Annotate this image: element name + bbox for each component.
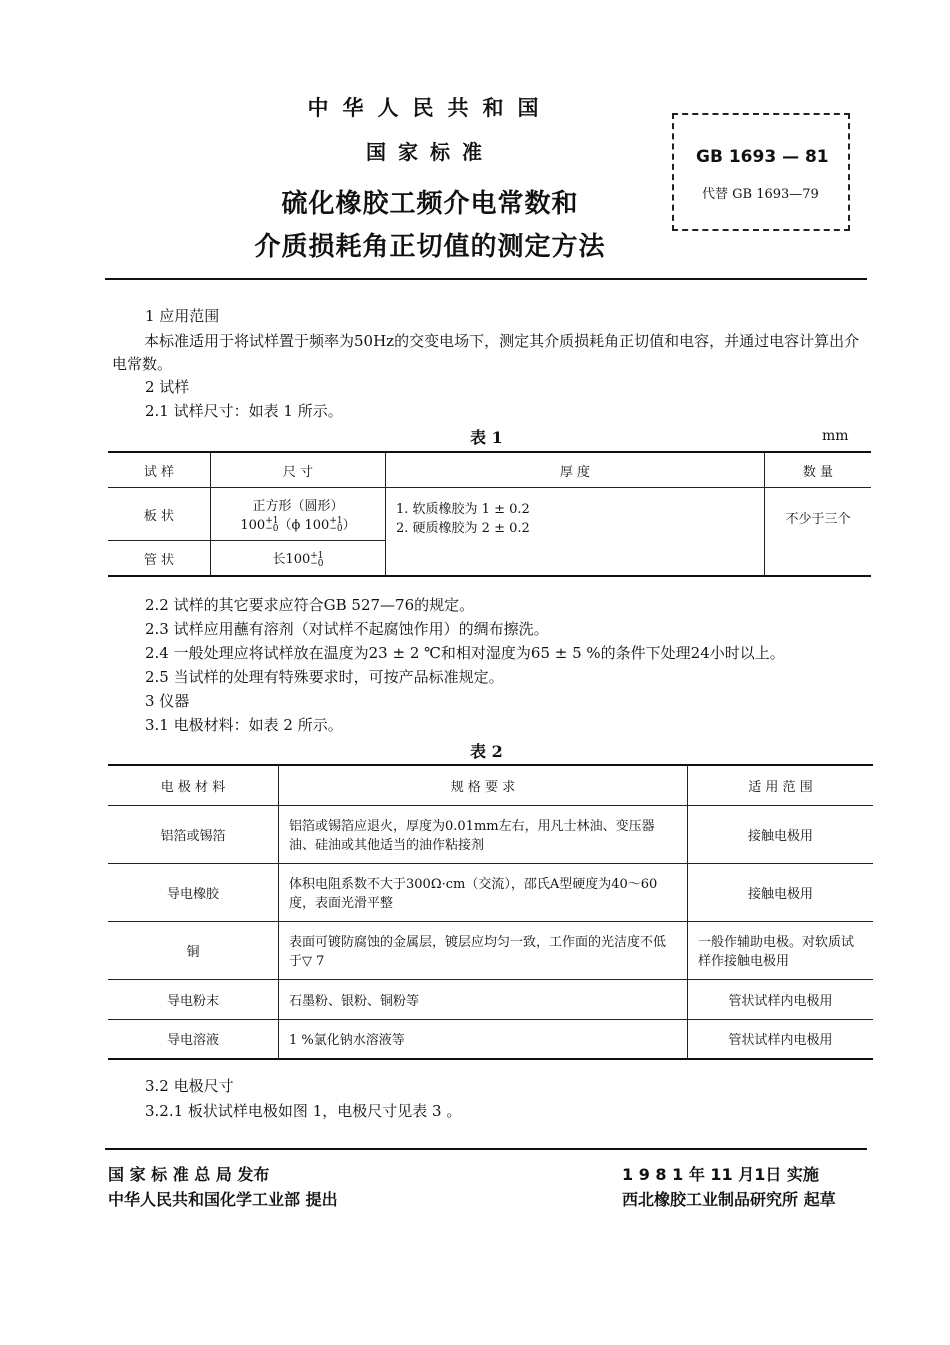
- table-1: [108, 451, 871, 577]
- table-cell: 1 %氯化钠水溶液等: [279, 1019, 688, 1059]
- table-cell: 铝箔或锡箔应退火，厚度为0.01mm左右，用凡士林油、变压器油、硅油或其他适当的油作粘接剂: [279, 805, 688, 863]
- section-3-2-1: 3.2.1 板状试样电极如图 1，电极尺寸见表 3 。: [145, 1102, 462, 1120]
- size-end: ）: [342, 517, 356, 533]
- table-header-cell: 试 样: [108, 452, 211, 488]
- table-cell: 一般作辅助电极。对软质试样作接触电极用: [688, 921, 874, 979]
- publisher: 国 家 标 准 总 局 发布: [108, 1165, 270, 1184]
- section-2-3: 2.3 试样应用蘸有溶剂（对试样不起腐蚀作用）的绸布擦洗。: [145, 620, 549, 638]
- table-row: [108, 765, 873, 805]
- drafter: 西北橡胶工业制品研究所 起草: [622, 1190, 836, 1209]
- size-mid: （ϕ 100: [278, 517, 330, 533]
- tolerance: [265, 517, 278, 533]
- table-cell: [211, 541, 386, 577]
- table-header-cell: 电 极 材 料: [108, 765, 279, 805]
- table-header-cell: 数 量: [765, 452, 872, 488]
- section-2-5: 2.5 当试样的处理有特殊要求时，可按产品标准规定。: [145, 668, 504, 686]
- table-header-cell: 适 用 范 围: [688, 765, 874, 805]
- country-title: 中华人民共和国: [307, 96, 553, 120]
- standard-code: GB 1693 — 81: [696, 147, 829, 167]
- quantity-cell: 不少于三个: [765, 488, 872, 577]
- tol-minus: −0: [265, 524, 279, 535]
- section-1-heading: 1 应用范围: [145, 307, 220, 325]
- thickness-hard: 2. 硬质橡胶为 2 ± 0.2: [396, 521, 530, 536]
- table-cell: 石墨粉、银粉、铜粉等: [279, 979, 688, 1019]
- table-row: [108, 488, 871, 541]
- table-cell: 管状试样内电极用: [688, 979, 874, 1019]
- document-title-line2: 介质损耗角正切值的测定方法: [254, 232, 606, 262]
- proposer: 中华人民共和国化学工业部 提出: [108, 1190, 338, 1209]
- tol-plus: +1: [310, 550, 324, 561]
- thickness-soft: 1. 软质橡胶为 1 ± 0.2: [396, 502, 530, 517]
- table-2-caption: 表 2: [470, 742, 503, 761]
- table-cell: 导电溶液: [108, 1019, 279, 1059]
- section-2-2: 2.2 试样的其它要求应符合GB 527—76的规定。: [145, 596, 475, 614]
- section-2-heading: 2 试样: [145, 378, 190, 396]
- section-2-1: 2.1 试样尺寸：如表 1 所示。: [145, 402, 343, 420]
- table-header-cell: 尺 寸: [211, 452, 386, 488]
- header-divider: [105, 278, 867, 280]
- footer-divider: [105, 1148, 867, 1150]
- tolerance: [310, 552, 323, 568]
- standard-code-box: [672, 113, 850, 231]
- size-line2: [212, 514, 384, 534]
- section-3-heading: 3 仪器: [145, 692, 190, 710]
- table-cell: 管状试样内电极用: [688, 1019, 874, 1059]
- table-2: [108, 764, 873, 1060]
- table-row: [108, 805, 873, 863]
- replaces-note: 代替 GB 1693—79: [702, 187, 819, 202]
- table-cell: 导电粉末: [108, 979, 279, 1019]
- table-cell: 体积电阻系数不大于300Ω·cm（交流），邵氏A型硬度为40～60度，表面光滑平整: [279, 863, 688, 921]
- tolerance: [329, 517, 342, 533]
- table-1-unit: mm: [822, 428, 849, 444]
- table-row: [108, 1019, 873, 1059]
- table-1-caption: 表 1: [470, 428, 503, 447]
- table-cell: 管 状: [108, 541, 211, 577]
- tol-minus: −0: [329, 524, 343, 535]
- section-3-1: 3.1 电极材料：如表 2 所示。: [145, 716, 343, 734]
- table-header-cell: 厚 度: [386, 452, 765, 488]
- table-cell: 导电橡胶: [108, 863, 279, 921]
- tol-plus: +1: [329, 516, 343, 527]
- tube-size: 长100: [272, 552, 311, 568]
- table-cell: [211, 488, 386, 541]
- thickness-cell: [386, 488, 765, 577]
- table-row: [108, 863, 873, 921]
- tol-plus: +1: [265, 516, 279, 527]
- tol-minus: −0: [310, 558, 324, 569]
- effective-date: 1 9 8 1 年 11 月1日 实施: [622, 1165, 819, 1184]
- size-line1: 正方形（圆形）: [252, 498, 344, 514]
- table-row: [108, 452, 871, 488]
- table-cell: 接触电极用: [688, 863, 874, 921]
- section-3-2: 3.2 电极尺寸: [145, 1077, 234, 1095]
- table-cell: 接触电极用: [688, 805, 874, 863]
- size-base: 100: [240, 517, 266, 533]
- section-2-4: 2.4 一般处理应将试样放在温度为23 ± 2 ℃和相对湿度为65 ± 5 %的条件下处理24小时以上。: [145, 644, 785, 662]
- standard-type: 国家标准: [366, 140, 494, 164]
- table-row: [108, 979, 873, 1019]
- document-title-line1: 硫化橡胶工频介电常数和: [281, 189, 579, 219]
- table-cell: 铝箔或锡箔: [108, 805, 279, 863]
- table-cell: 表面可镀防腐蚀的金属层，镀层应均匀一致，工作面的光洁度不低于▽ 7: [279, 921, 688, 979]
- table-header-cell: 规 格 要 求: [279, 765, 688, 805]
- table-cell: 板 状: [108, 488, 211, 541]
- section-1-text: 本标准适用于将试样置于频率为50Hz的交变电场下，测定其介质损耗角正切值和电容，并通过电容计算出介电常数。: [112, 332, 860, 373]
- table-row: [108, 921, 873, 979]
- table-cell: 铜: [108, 921, 279, 979]
